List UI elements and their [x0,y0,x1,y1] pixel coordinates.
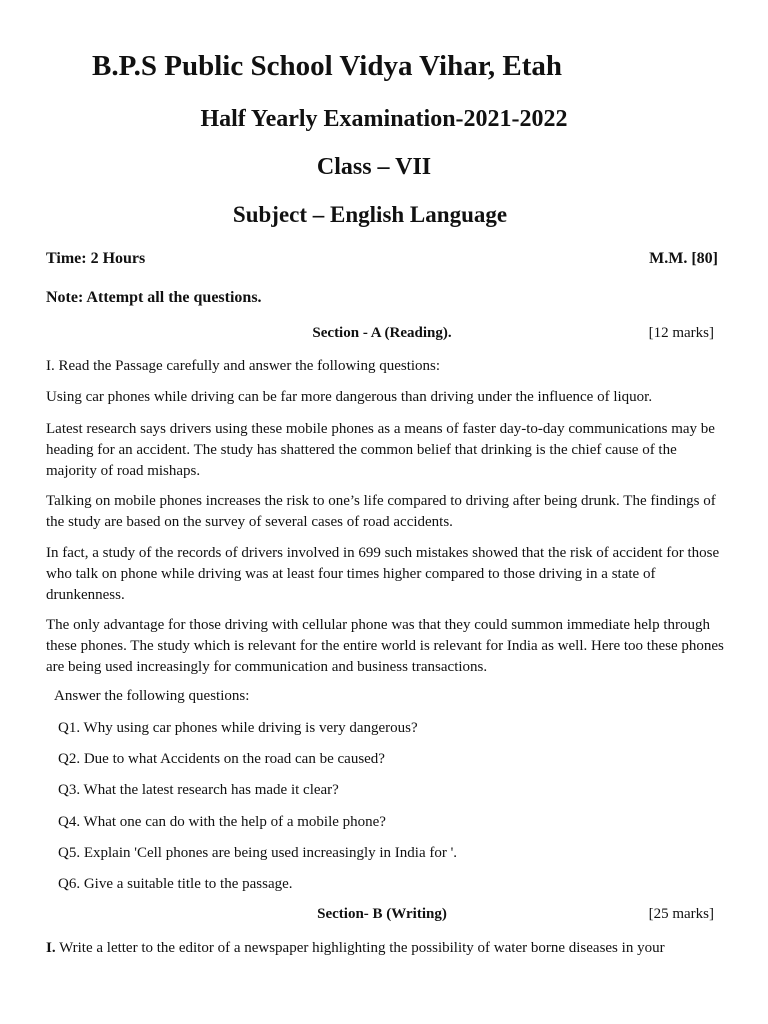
section-a-marks: [12 marks] [648,325,714,341]
section-b-header [46,906,718,926]
section-b-marks: [25 marks] [648,906,714,922]
section-a-instruction [46,356,726,377]
subject-label: Subject – English Language [232,202,508,227]
exam-meta-row [46,250,718,268]
school-name: B.P.S Public School Vidya Vihar, Etah [92,50,563,82]
answer-prompt: Answer the following questions: [54,688,250,704]
question-1: Q1. Why using car phones while driving is very dangerous? [58,720,418,736]
exam-title: Half Yearly Examination-2021-2022 [200,106,568,132]
passage-paragraph-5: The only advantage for those driving with cellular phone was that they could summon immediate help through these phones. The study which is relevant for the entire world is relevant for India as well. Here too these phones are being used increasingly for communication and business transactions. [46,617,724,675]
question-3: Q3. What the latest research has made it clear? [58,782,339,798]
note-text: : Attempt all the questions. [77,289,262,306]
section-b-title: Section- B (Writing) [317,906,447,922]
passage-paragraph-2: Latest research says drivers using these mobile phones as a means of faster day-to-day communications may be heading for an accident. The study has shattered the common belief that drinking is the chief cause of the majority of road mishaps. [46,421,715,479]
question-2: Q2. Due to what Accidents on the road can be caused? [58,751,385,767]
passage-paragraph-4: In fact, a study of the records of drivers involved in 699 such mistakes showed that the risk of accident for those who talk on phone while driving was at least four times higher compared to those driving in a state of drunkenness. [46,545,720,603]
section-a-title: Section - A (Reading). [312,325,452,341]
time-label: Time: 2 Hours [46,250,146,267]
instruction-number: I [46,358,51,374]
passage-paragraph-1: Using car phones while driving can be far more dangerous than driving under the influence of liquor. [46,389,653,405]
class-label: Class – VII [316,154,432,180]
section-b-item-1 [46,938,726,959]
question-6: Q6. Give a suitable title to the passage. [58,876,293,892]
passage-paragraph-3: Talking on mobile phones increases the risk to one’s life compared to driving after being drunk. The findings of the study are based on the survey of several cases of road accidents. [46,493,716,530]
note-label: Note [46,289,78,306]
item-text: Write a letter to the editor of a newspaper highlighting the possibility of water borne diseases in your [55,940,665,956]
instruction-text: . Read the Passage carefully and answer the following questions: [51,358,441,374]
note-line [46,289,262,307]
question-4: Q4. What one can do with the help of a mobile phone? [58,814,386,830]
section-a-header [46,325,718,345]
question-5: Q5. Explain 'Cell phones are being used increasingly in India for '. [58,845,458,861]
max-marks-label: M.M. [80] [649,250,718,267]
item-number: I. [46,940,56,956]
